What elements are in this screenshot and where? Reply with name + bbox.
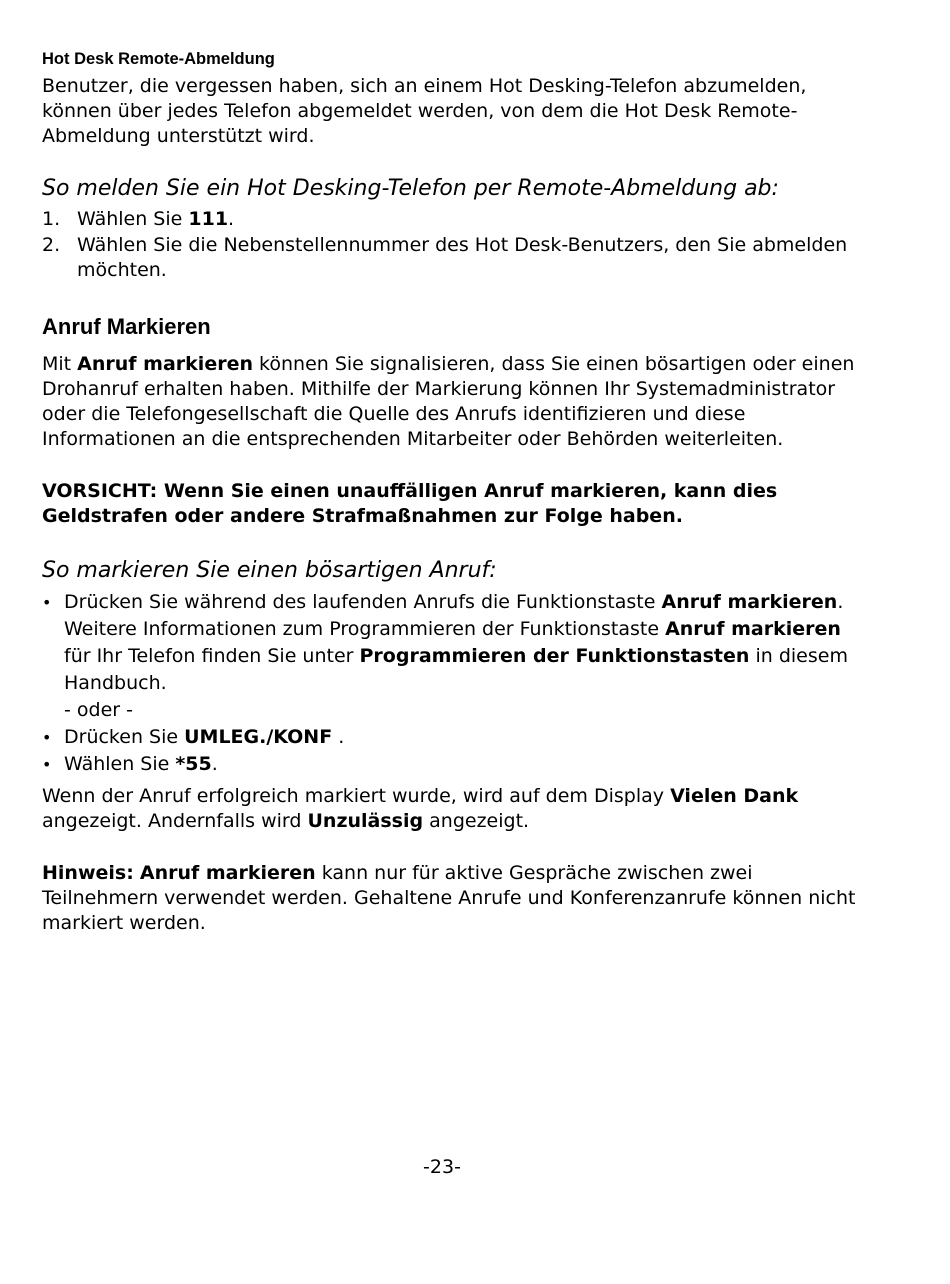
intro-text: Mit bbox=[42, 353, 78, 375]
step-number: 1. bbox=[42, 208, 61, 230]
bullet-text-end: . bbox=[332, 726, 345, 748]
result-mid: angezeigt. Andernfalls wird bbox=[42, 810, 308, 832]
hot-desk-intro: Benutzer, die vergessen haben, sich an einem Hot Desking-Telefon abzumelden, können über jedes Telefon abgemeldet werden, von dem die Hot Desk Remote-Abmeldung unterstützt wird. bbox=[42, 75, 807, 147]
more-info-text: Weitere Informationen zum Programmieren der Funktionstaste bbox=[64, 618, 666, 640]
step-text: Wählen Sie die Nebenstellennummer des Hot Desk-Benutzers, den Sie abmelden möchten. bbox=[77, 234, 848, 281]
bullet-bold: *55 bbox=[175, 753, 212, 775]
note-rest: kann nur für aktive Gespräche zwischen zwei Teilnehmern verwendet werden. Gehaltene Anrufe und Konferenzanrufe können nicht markiert werden. bbox=[42, 862, 856, 934]
step-text-end: . bbox=[228, 208, 235, 230]
list-item bbox=[42, 724, 862, 751]
bullet-text: Drücken Sie bbox=[64, 726, 185, 748]
list-item bbox=[42, 589, 862, 724]
bullet-icon: • bbox=[42, 728, 52, 747]
anruf-steps bbox=[42, 589, 862, 778]
list-item bbox=[42, 751, 862, 778]
intro-text-rest: können Sie signalisieren, dass Sie einen bösartigen oder einen Drohanruf erhalten haben. Mithilfe der Markierung können Ihr Systemadministrator oder die Telefongesellschaft die Quelle des Anrufs identifizieren und diese Informationen an die entsprechenden Mitarbeiter oder Behörden weiterleiten. bbox=[42, 353, 855, 450]
result-text bbox=[42, 784, 862, 834]
step-code: 111 bbox=[188, 208, 229, 230]
step-text: Wählen Sie bbox=[77, 208, 189, 230]
hot-desk-heading: Hot Desk Remote-Abmeldung bbox=[42, 50, 275, 68]
bullet-text: Drücken Sie während des laufenden Anrufs die Funktionstaste bbox=[64, 591, 662, 613]
more-info-mid: für Ihr Telefon finden Sie unter bbox=[64, 645, 360, 667]
bullet-bold: Anruf markieren bbox=[661, 591, 838, 613]
bullet-text-end: . bbox=[837, 591, 844, 613]
step-item bbox=[42, 207, 862, 232]
intro-bold: Anruf markieren bbox=[77, 353, 253, 375]
anruf-heading: Anruf Markieren bbox=[42, 314, 211, 339]
anruf-procedure-title: So markieren Sie einen bösartigen Anruf: bbox=[42, 558, 497, 583]
warning-text: VORSICHT: Wenn Sie einen unauffälligen Anruf markieren, kann dies Geldstrafen oder andere Strafmaßnahmen zur Folge haben. bbox=[42, 480, 778, 527]
document-page bbox=[42, 48, 862, 936]
more-info-end: in diesem Handbuch. bbox=[64, 645, 848, 694]
note-label: Hinweis: bbox=[42, 862, 134, 884]
bullet-bold: UMLEG./KONF bbox=[184, 726, 333, 748]
hot-desk-steps bbox=[42, 207, 862, 283]
bullet-text-end: . bbox=[211, 753, 218, 775]
step-item bbox=[42, 233, 862, 283]
bullet-icon: • bbox=[42, 755, 52, 774]
result-bold-success: Vielen Dank bbox=[670, 785, 799, 807]
note-bold: Anruf markieren bbox=[139, 862, 316, 884]
page-number: -23- bbox=[423, 1156, 461, 1178]
bullet-text: Wählen Sie bbox=[64, 753, 176, 775]
result-end: angezeigt. bbox=[423, 810, 530, 832]
note-text bbox=[42, 861, 862, 936]
step-number: 2. bbox=[42, 234, 61, 256]
or-text: - oder - bbox=[64, 699, 133, 721]
result-pre: Wenn der Anruf erfolgreich markiert wurde, wird auf dem Display bbox=[42, 785, 671, 807]
hot-desk-procedure-title: So melden Sie ein Hot Desking-Telefon per Remote-Abmeldung ab: bbox=[42, 176, 779, 201]
more-info-bold-ref: Programmieren der Funktionstasten bbox=[359, 645, 750, 667]
anruf-intro bbox=[42, 352, 862, 452]
more-info-bold: Anruf markieren bbox=[665, 618, 841, 640]
result-bold-fail: Unzulässig bbox=[307, 810, 424, 832]
bullet-icon: • bbox=[42, 593, 52, 612]
